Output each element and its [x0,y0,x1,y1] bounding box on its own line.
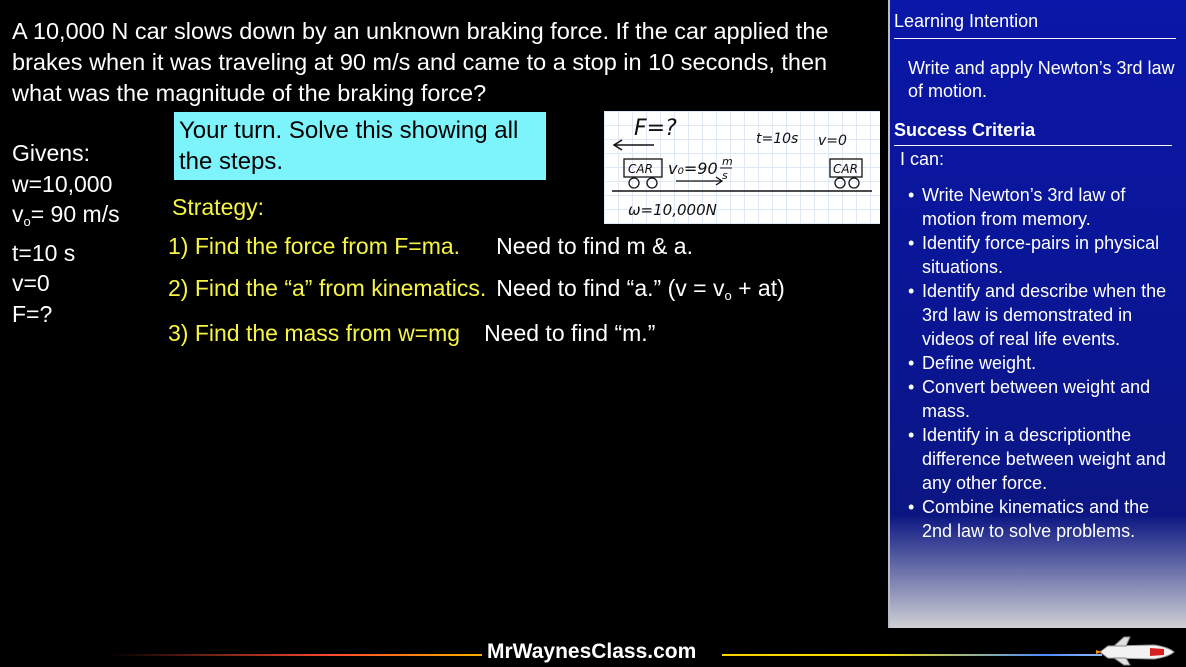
criteria-item [908,231,1184,279]
strategy-step-2 [168,275,785,303]
wheel-icon [835,178,845,188]
criteria-text: Convert between weight and mass. [922,377,1151,421]
step-1-need: Need to find m & a. [496,233,693,259]
step-3-text: 3) Find the mass from w=mg [168,320,461,346]
givens-title: Givens: [12,140,90,166]
step-2-text: 2) Find the “a” from kinematics. [168,275,487,301]
problem-statement: A 10,000 N car slows down by an unknown braking force. If the car applied the brakes when it was traveling at 90 m/s and came to a stop in 10 seconds, then what was the magnitude of the braking force? [12,18,829,106]
learning-divider [894,38,1176,39]
criteria-item [908,279,1184,351]
criteria-item [908,495,1184,543]
criteria-item [908,375,1184,423]
bullet-icon: • [908,425,915,445]
v0-prefix: v [12,201,24,227]
learning-intention-title: Learning Intention [894,11,1039,31]
car-right-label: CAR [833,162,858,176]
givens-list [12,138,120,329]
given-weight: w=10,000 [12,170,113,197]
success-divider [894,145,1172,146]
step-2-need-b: + at) [731,275,785,301]
criteria-item [908,423,1184,495]
criteria-text: Write Newton’s 3rd law of motion from memory. [922,185,1126,229]
handwritten-sketch [604,111,880,224]
step-1-text: 1) Find the force from F=ma. [168,233,461,259]
wheel-icon [629,178,639,188]
bullet-icon: • [908,233,915,253]
sketch-force-label: F=? [634,116,677,141]
given-initial-velocity [12,199,120,238]
strategy-step-3 [168,320,655,347]
v0-subscript: o [23,214,31,229]
criteria-text: Combine kinematics and the 2nd law to solve problems. [922,497,1150,541]
strategy-step-1 [168,233,693,260]
step-2-need [496,275,784,301]
bullet-icon: • [908,497,915,517]
given-force: F=? [12,300,53,327]
step-2-subscript: o [724,288,732,303]
rocket-logo-icon [1094,636,1178,666]
bullet-icon: • [908,353,915,373]
wheel-icon [849,178,859,188]
car-left-label: CAR [628,162,653,176]
strategy-title: Strategy: [172,194,265,220]
criteria-text: Define weight. [922,353,1037,373]
bullet-icon: • [908,377,915,397]
criteria-item [908,351,1184,375]
criteria-text: Identify force-pairs in physical situations. [922,233,1160,277]
success-criteria-title: Success Criteria [894,120,1036,140]
learning-sidebar [888,0,1186,628]
footer-site-link[interactable]: MrWaynesClass.com [487,640,697,663]
footer-line-left [110,654,482,656]
learning-intention-text: Write and apply Newton’s 3rd law of motion. [908,58,1175,101]
sketch-vfinal-label: v=0 [818,133,847,149]
sketch-weight-label: ω=10,000N [628,201,717,219]
given-time: t=10 s [12,239,76,266]
sketch-v0-label: v₀=90 [668,159,718,178]
bullet-icon: • [908,281,915,301]
i-can-label: I can: [900,149,945,169]
success-criteria-list [908,183,1184,543]
your-turn-box: Your turn. Solve this showing all the steps. [174,112,546,180]
criteria-item [908,183,1184,231]
criteria-text: Identify and describe when the 3rd law is demonstrated in videos of real life events. [922,281,1167,349]
v0-value: = 90 m/s [30,201,120,227]
step-3-need: Need to find “m.” [484,320,656,346]
sketch-unit-bottom: s [722,169,728,182]
bullet-icon: • [908,185,915,205]
given-final-velocity: v=0 [12,270,50,296]
footer-line-right [722,654,1102,656]
sketch-unit-top: m [722,155,733,168]
step-2-need-a: Need to find “a.” (v = v [496,275,725,301]
wheel-icon [647,178,657,188]
sketch-time-label: t=10s [756,131,799,147]
criteria-text: Identify in a descriptionthe difference between weight and any other force. [922,425,1166,493]
sketch-drawing [604,111,880,224]
